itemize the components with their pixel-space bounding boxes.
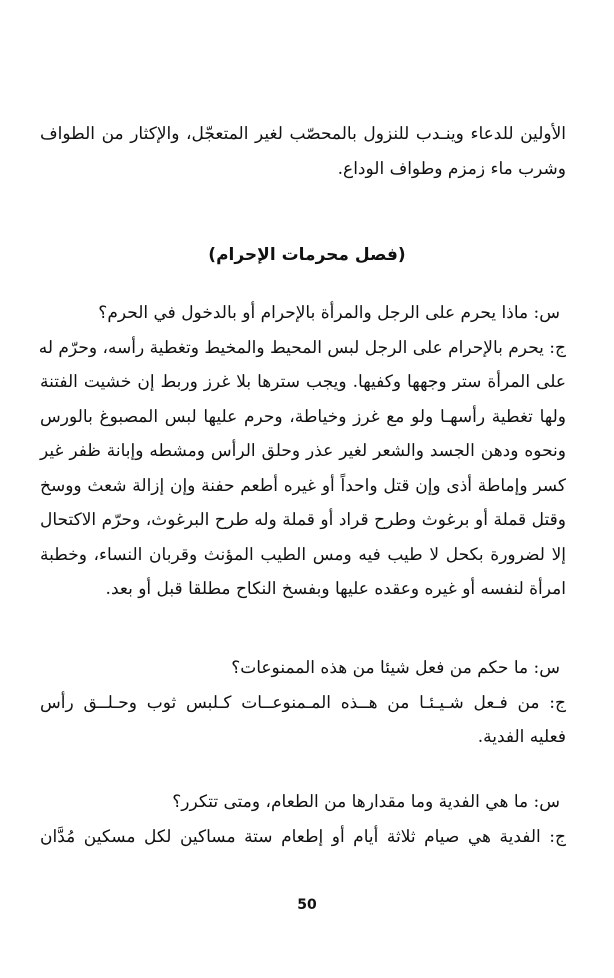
question-1: س: ماذا يحرم على الرجل والمرأة بالإحرام أو بالدخول في الحرم؟: [98, 303, 560, 323]
answer-1-line-8: امرأة لنفسه أو غيره وعقده عليها وبفسخ النكاح مطلقا قبل أو بعد.: [105, 579, 566, 599]
answer-1-line-1: ج: يحرم بالإحرام على الرجل لبس المحيط والمخيط وتغطية رأسه، وحرّم له: [38, 337, 566, 358]
intro-line-1: الأولين للدعاء وينـدب للنزول بالمحصّب لغير المتعجّل، والإكثار من الطواف: [40, 124, 566, 144]
answer-1-line-4: ونحوه ودهن الجسد والشعر لغير عذر وحلق الرأس ومشطه وإبانة ظفر غير: [40, 441, 566, 461]
answer-2-line-2: فعليه الفدية.: [477, 727, 566, 747]
answer-1-line-3: ولها تغطية رأسهـا ولو مع غرز وخياطة، وحرم عليها لبس المصبوغ بالورس: [40, 406, 566, 427]
answer-3-line-1: ج: الفدية هي صيام ثلاثة أيام أو إطعام ستة مساكين لكل مسكين مُدَّان: [40, 826, 566, 847]
qa-block-2: [40, 651, 566, 755]
page-number: 50: [297, 897, 317, 913]
intro-paragraph: [40, 117, 566, 186]
question-2: س: ما حكم من فعل شيئا من هذه الممنوعات؟: [231, 658, 560, 678]
answer-1-line-2: على المرأة ستر وجهها وكفيها. ويجب سترها بلا غرز وربط إن خشيت الفتنة: [40, 372, 566, 392]
answer-1-line-7: إلا لضرورة بكحل لا طيب فيه ومس الطيب المؤنث وقربان النساء، وخطبة: [40, 544, 566, 565]
qa-block-1: [40, 296, 566, 607]
answer-1-line-6: وقتل قملة أو برغوث وطرح قراد أو قملة وله طرح البرغوث، وحرّم الاكتحال: [40, 510, 566, 530]
qa-block-3: [40, 785, 566, 854]
intro-line-2: وشرب ماء زمزم وطواف الوداع.: [337, 158, 566, 179]
question-3: س: ما هي الفدية وما مقدارها من الطعام، ومتى تتكرر؟: [172, 792, 560, 812]
answer-1-line-5: كسر وإماطة أذى وإن قتل واحداً أو غيره أطعم حفنة وإن إزالة شعث ووسخ: [40, 475, 566, 496]
answer-2-line-1: ج: من فـعل شـيـئـا من هــذه المـمنوعــات كـلبس ثوب وحـلــق رأس: [40, 692, 566, 713]
section-title: (فصل محرمات الإحرام): [208, 245, 406, 265]
